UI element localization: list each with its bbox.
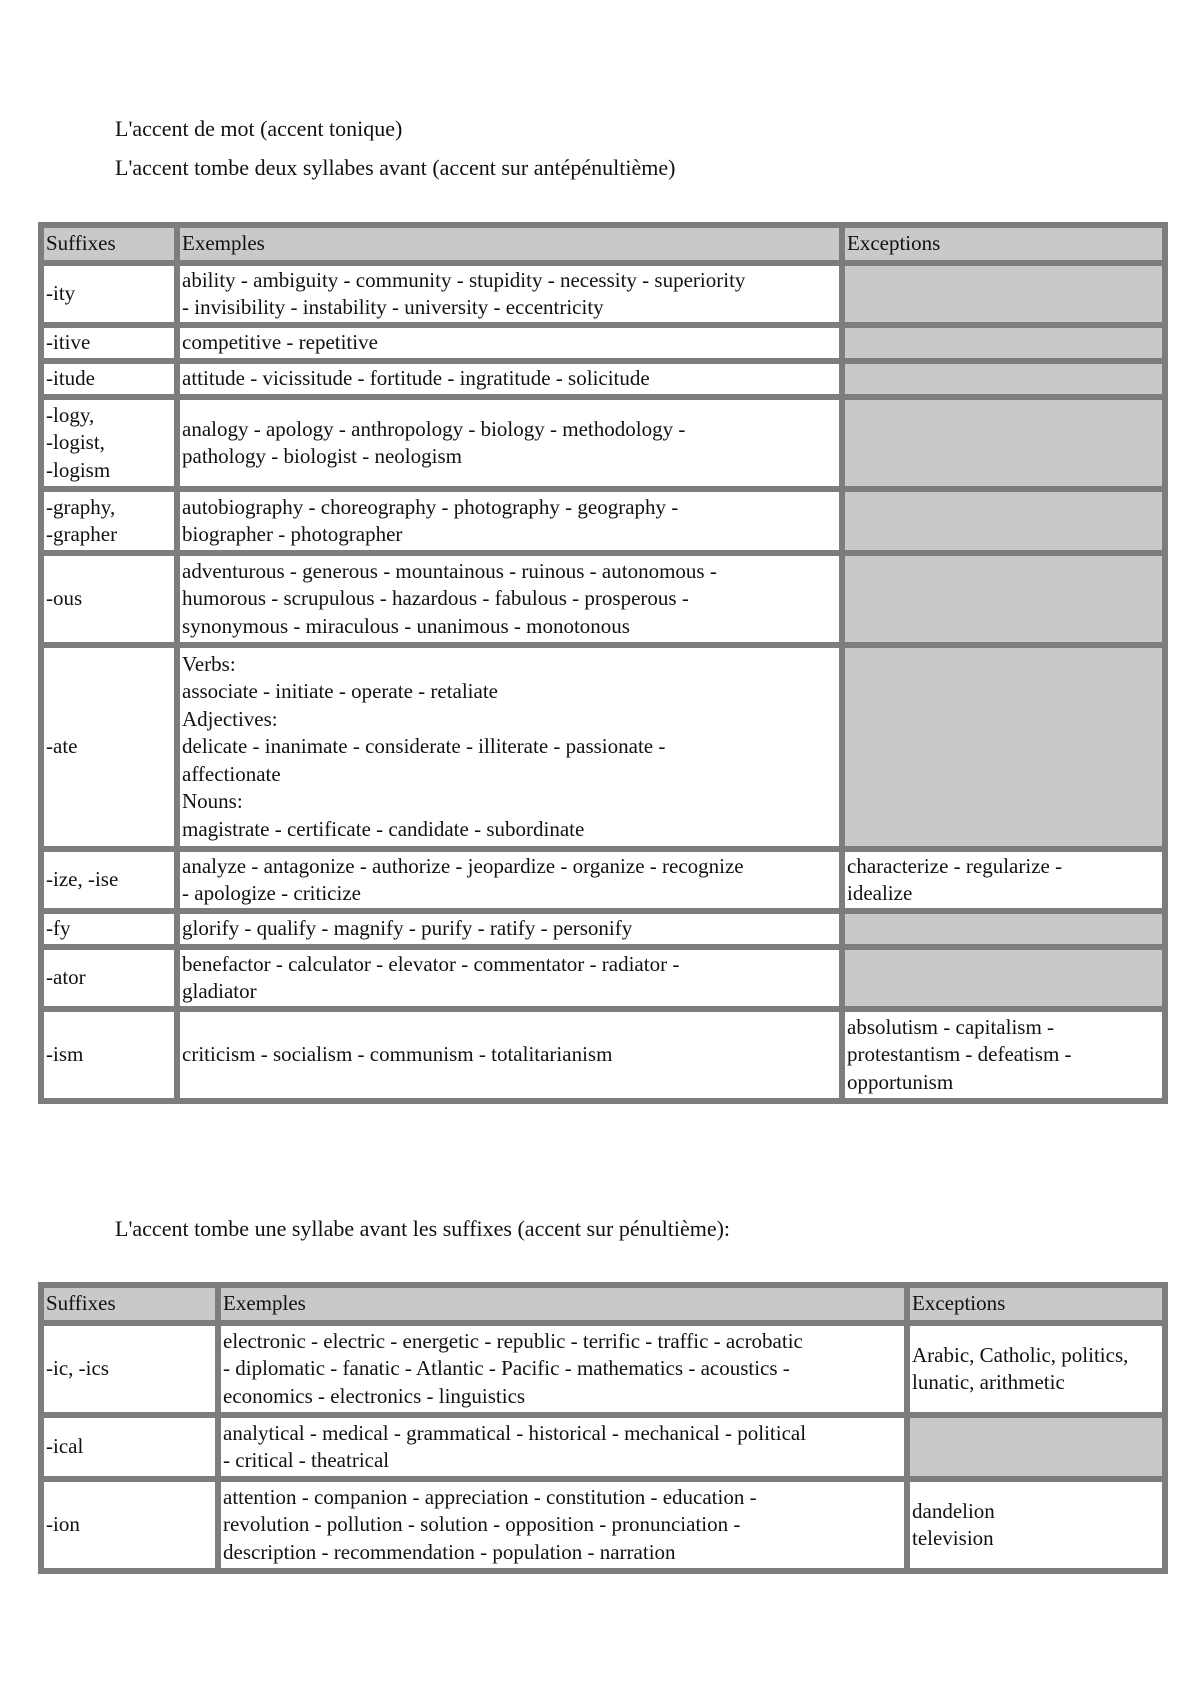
exceptions-cell [842, 947, 1165, 1009]
examples-cell [177, 849, 842, 911]
suffix-cell [41, 1009, 177, 1101]
column-header-suffixes: Suffixes [41, 225, 177, 263]
exceptions-cell [842, 397, 1165, 489]
suffix-line: -ous [46, 586, 83, 611]
examples-line: attention - companion - appreciation - constitution - education - [223, 1484, 757, 1509]
suffix-line: -ate [46, 734, 78, 759]
examples-line: Verbs: [182, 651, 236, 676]
examples-cell [177, 489, 842, 553]
document-title: L'accent de mot (accent tonique) [115, 116, 403, 141]
exceptions-cell [842, 325, 1165, 361]
suffix-cell [41, 263, 177, 325]
table-row [41, 397, 1165, 489]
exceptions-cell [842, 263, 1165, 325]
penultimate-suffix-table [38, 1282, 1168, 1574]
examples-line: autobiography - choreography - photography - geography - [182, 494, 679, 519]
exceptions-line: Arabic, Catholic, politics, [912, 1342, 1129, 1367]
table-row [41, 911, 1165, 947]
suffix-line: -ize, -ise [46, 867, 119, 892]
table-row [41, 361, 1165, 397]
examples-cell [177, 397, 842, 489]
examples-line: - apologize - criticize [182, 881, 361, 905]
examples-line: gladiator [182, 979, 257, 1003]
column-header-suffixes: Suffixes [41, 1285, 218, 1323]
exceptions-cell [907, 1323, 1165, 1415]
suffix-cell [41, 1415, 218, 1479]
suffix-cell [41, 397, 177, 489]
examples-line: magistrate - certificate - candidate - subordinate [182, 816, 585, 841]
antepenultimate-suffix-table [38, 222, 1168, 1104]
column-header-exceptions: Exceptions [842, 225, 1165, 263]
examples-line: biographer - photographer [182, 522, 403, 546]
suffix-line: -logism [46, 457, 111, 482]
examples-line: humorous - scrupulous - hazardous - fabulous - prosperous - [182, 586, 689, 611]
suffix-cell [41, 645, 177, 849]
exceptions-line: characterize - regularize - [847, 853, 1063, 878]
suffix-cell [41, 553, 177, 645]
examples-line: glorify - qualify - magnify - purify - ratify - personify [182, 916, 633, 941]
table-row [41, 1479, 1165, 1571]
table-row [41, 849, 1165, 911]
examples-line: - invisibility - instability - university - eccentricity [182, 295, 604, 319]
examples-cell [177, 645, 842, 849]
examples-line: ability - ambiguity - community - stupidity - necessity - superiority [182, 267, 746, 292]
examples-line: analytical - medical - grammatical - historical - mechanical - political [223, 1420, 807, 1445]
examples-line: criticism - socialism - communism - totalitarianism [182, 1042, 613, 1067]
suffix-line: -grapher [46, 522, 118, 546]
examples-line: electronic - electric - energetic - republic - terrific - traffic - acrobatic [223, 1328, 803, 1353]
table-row [41, 489, 1165, 553]
examples-line: - critical - theatrical [223, 1448, 390, 1472]
exceptions-cell [842, 849, 1165, 911]
column-header-exemples: Exemples [177, 225, 842, 263]
exceptions-line: absolutism - capitalism - [847, 1014, 1055, 1039]
suffix-cell [41, 947, 177, 1009]
exceptions-cell [842, 1009, 1165, 1101]
suffix-cell [41, 325, 177, 361]
suffix-line: -logist, [46, 430, 105, 455]
examples-line: Nouns: [182, 789, 243, 814]
suffix-cell [41, 849, 177, 911]
table-header-row [41, 1285, 1165, 1323]
suffix-line: -ical [46, 1434, 84, 1459]
examples-line: revolution - pollution - solution - opposition - pronunciation - [223, 1512, 741, 1537]
suffix-cell [41, 1479, 218, 1571]
exceptions-line: dandelion [912, 1498, 995, 1523]
suffix-cell [41, 489, 177, 553]
examples-line: adventurous - generous - mountainous - ruinous - autonomous - [182, 558, 717, 583]
examples-line: Adjectives: [182, 706, 278, 731]
suffix-line: -fy [46, 916, 71, 941]
table-row [41, 553, 1165, 645]
exceptions-cell [842, 361, 1165, 397]
table-row [41, 1323, 1165, 1415]
suffix-line: -ity [46, 281, 76, 306]
examples-cell [177, 361, 842, 397]
exceptions-cell [907, 1479, 1165, 1571]
examples-line: pathology - biologist - neologism [182, 444, 462, 468]
examples-line: - diplomatic - fanatic - Atlantic - Pacific - mathematics - acoustics - [223, 1356, 790, 1381]
examples-cell [177, 911, 842, 947]
table-row [41, 1009, 1165, 1101]
exceptions-cell [842, 553, 1165, 645]
examples-line: affectionate [182, 761, 281, 786]
examples-cell [177, 947, 842, 1009]
section-heading-penultimate: L'accent tombe une syllabe avant les suffixes (accent sur pénultième): [115, 1216, 731, 1241]
table-row [41, 325, 1165, 361]
examples-cell [177, 263, 842, 325]
exceptions-cell [842, 645, 1165, 849]
column-header-exemples: Exemples [218, 1285, 907, 1323]
examples-line: associate - initiate - operate - retaliate [182, 679, 498, 704]
examples-line: analyze - antagonize - authorize - jeopardize - organize - recognize [182, 853, 744, 878]
table-row [41, 263, 1165, 325]
suffix-line: -ic, -ics [46, 1356, 109, 1381]
table-header-row [41, 225, 1165, 263]
examples-line: economics - electronics - linguistics [223, 1383, 526, 1408]
exceptions-cell [907, 1415, 1165, 1479]
examples-line: analogy - apology - anthropology - biology - methodology - [182, 416, 686, 441]
exceptions-cell [842, 911, 1165, 947]
examples-line: description - recommendation - population - narration [223, 1539, 676, 1564]
exceptions-cell [842, 489, 1165, 553]
suffix-cell [41, 361, 177, 397]
table-row [41, 645, 1165, 849]
examples-cell [177, 325, 842, 361]
suffix-line: -ism [46, 1042, 84, 1067]
examples-line: synonymous - miraculous - unanimous - monotonous [182, 613, 630, 638]
suffix-line: -ion [46, 1512, 80, 1537]
table-row [41, 947, 1165, 1009]
section-heading-antepenultimate: L'accent tombe deux syllabes avant (accent sur antépénultième) [115, 155, 676, 180]
suffix-line: -itude [46, 366, 95, 391]
examples-cell [218, 1323, 907, 1415]
examples-line: delicate - inanimate - considerate - illiterate - passionate - [182, 734, 666, 759]
exceptions-line: protestantism - defeatism - [847, 1042, 1072, 1067]
suffix-line: -graphy, [46, 494, 116, 519]
exceptions-line: television [912, 1526, 994, 1550]
exceptions-line: opportunism [847, 1069, 954, 1094]
column-header-exceptions: Exceptions [907, 1285, 1165, 1323]
exceptions-line: lunatic, arithmetic [912, 1370, 1065, 1394]
suffix-line: -itive [46, 330, 91, 355]
examples-line: competitive - repetitive [182, 330, 378, 355]
examples-line: attitude - vicissitude - fortitude - ingratitude - solicitude [182, 366, 650, 391]
examples-cell [177, 1009, 842, 1101]
suffix-line: -logy, [46, 402, 95, 427]
exceptions-line: idealize [847, 881, 913, 905]
suffix-line: -ator [46, 965, 86, 990]
examples-line: benefactor - calculator - elevator - commentator - radiator - [182, 951, 680, 976]
suffix-cell [41, 1323, 218, 1415]
examples-cell [218, 1479, 907, 1571]
examples-cell [177, 553, 842, 645]
table-row [41, 1415, 1165, 1479]
examples-cell [218, 1415, 907, 1479]
suffix-cell [41, 911, 177, 947]
